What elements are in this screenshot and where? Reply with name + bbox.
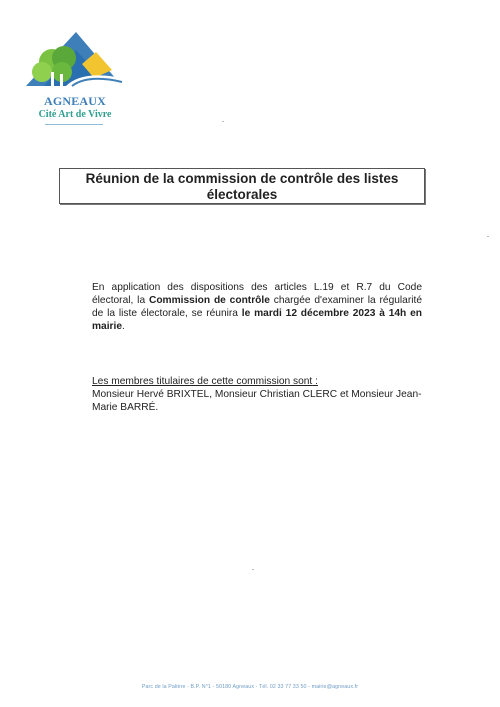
members-heading-suffix: : [312, 376, 318, 387]
members-heading-text: Les membres titulaires de cette commission sont [92, 376, 313, 387]
scan-speck [252, 569, 254, 570]
scan-speck [487, 236, 489, 237]
notice-title-line1: Réunion de la commission de contrôle des listes [85, 171, 399, 186]
para-date-location: le mardi 12 décembre 2023 à 14h en mairie [92, 308, 422, 332]
notice-title-box [59, 168, 425, 204]
header-divider [45, 124, 103, 125]
para-middle: chargée d'examiner la régularité de la liste électorale, se réunira [92, 295, 422, 319]
para-intro: En application des dispositions des articles L.19 et R.7 du Code électoral, la [92, 282, 422, 306]
scan-speck [222, 121, 224, 122]
notice-paragraph [92, 281, 422, 333]
para-commission: Commission de contrôle [148, 295, 270, 306]
members-list: Monsieur Hervé BRIXTEL, Monsieur Christian CLERC et Monsieur Jean-Marie BARRÉ. [92, 389, 422, 413]
members-heading [92, 375, 422, 388]
org-name: AGNEAUX [43, 94, 107, 108]
notice-title [60, 171, 424, 203]
org-tagline: Cité Art de Vivre [38, 109, 112, 120]
para-end: . [122, 321, 125, 332]
notice-title-line2: électorales [206, 187, 278, 202]
agneaux-logo [22, 28, 126, 92]
footer-address: Parc de la Palière - B.P. N°1 - 50180 Agneaux - Tél. 02 33 77 33 50 - mairie@agneaux.fr [141, 684, 359, 690]
